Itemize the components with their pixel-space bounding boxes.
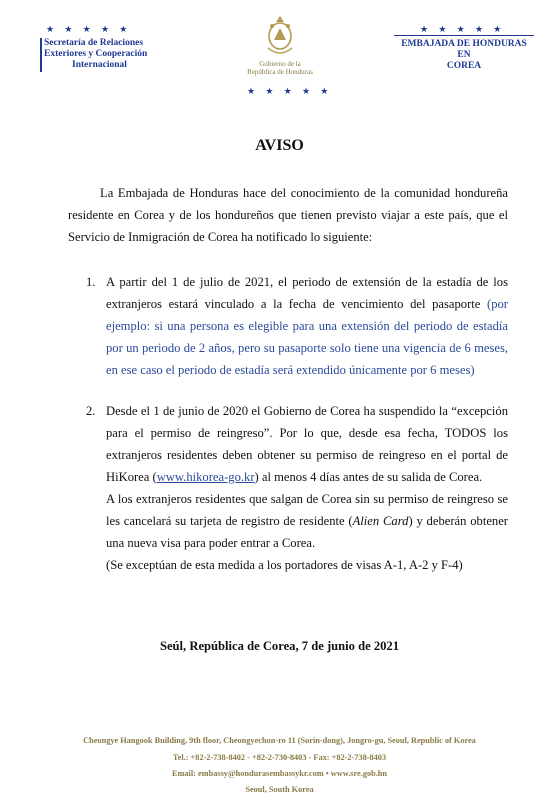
- item-2-text-end: ) al menos 4 días antes de su salida de Corea.: [254, 470, 483, 484]
- ministry-name: [44, 38, 204, 71]
- footer-email: Email: embassy@hondurasembassykr.com • www.sre.gob.hn: [171, 769, 388, 778]
- embassy-name: [394, 39, 534, 72]
- center-stars: ★ ★ ★ ★ ★: [247, 86, 333, 96]
- intro-paragraph: [68, 182, 508, 248]
- embassy-line-2: COREA: [446, 61, 482, 71]
- government-line-1: Gobierno de la: [259, 60, 301, 68]
- item-2-text: Desde el 1 de junio de 2020 el Gobierno de Corea ha suspendido la “excepción para el permiso de reingreso”. Por lo que, desde esa fecha, TODOS los extranjeros residentes deben obtener su permiso de reingreso en el portal de HiKorea (: [106, 404, 508, 484]
- right-stars: ★ ★ ★ ★ ★: [420, 24, 506, 34]
- item-1: [106, 271, 508, 381]
- ministry-line-3: Internacional: [72, 60, 127, 70]
- hikorea-link[interactable]: www.hikorea-go.kr: [156, 470, 255, 484]
- item-2-number: 2.: [86, 404, 96, 418]
- government-name: [230, 60, 330, 76]
- embassy-line-1: EMBAJADA DE HONDURAS EN: [401, 39, 527, 60]
- item-2-paragraph-1: [106, 400, 508, 488]
- footer-city: Seoul, South Korea: [245, 785, 314, 794]
- item-2-p2-text: A los extranjeros residentes que salgan de Corea sin su permiso de reingreso se les cancelará su tarjeta de registro de residente (: [106, 492, 508, 528]
- item-2-p2-text-end: ) y deberán obtener una nueva visa para poder entrar a Corea.: [106, 514, 508, 550]
- ministry-line-1: Secretaría de Relaciones: [44, 38, 144, 48]
- footer-address: Cheongye Hangook Building, 9th floor, Cheongyechon-ro 11 (Sorin-dong), Jongro-gu, Seoul, Republic of Korea: [83, 736, 476, 745]
- item-1-number: 1.: [86, 275, 96, 289]
- item-2-exception: (Se exceptúan de esta medida a los portadores de visas A-1, A-2 y F-4): [106, 558, 463, 572]
- notice-title: AVISO: [255, 137, 304, 154]
- footer-phones: Tel.: +82-2-738-8402 - +82-2-730-8403 - Fax: +82-2-738-8403: [172, 753, 387, 762]
- ministry-rule: [40, 38, 42, 72]
- ministry-line-2: Exteriores y Cooperación: [44, 49, 148, 59]
- item-2: [106, 400, 508, 576]
- item-1-text: A partir del 1 de julio de 2021, el periodo de extensión de la estadía de los extranjeros estará vinculado a la fecha de vencimiento del pasaporte: [106, 275, 508, 311]
- coat-of-arms-icon: [264, 14, 296, 58]
- alien-card-term: Alien Card: [352, 514, 409, 528]
- item-1-example-note: (por ejemplo: si una persona es elegible para una extensión del periodo de estadía por un periodo de 2 años, pero su pasaporte solo tiene una vigencia de 6 meses, en ese caso el periodo de estadía será extendido únicamente por 6 meses): [106, 297, 508, 377]
- government-line-2: República de Honduras: [247, 68, 313, 76]
- intro-text: La Embajada de Honduras hace del conocimiento de la comunidad hondureña residente en Corea y de los hondureños que tienen previsto viajar a este país, que el Servicio de Inmigración de Corea ha notificado lo siguiente:: [68, 186, 508, 244]
- left-stars: ★ ★ ★ ★ ★: [46, 24, 132, 34]
- signature-line: Seúl, República de Corea, 7 de junio de 2021: [159, 639, 400, 653]
- item-2-paragraph-2: [106, 488, 508, 554]
- embassy-rule: [394, 35, 534, 36]
